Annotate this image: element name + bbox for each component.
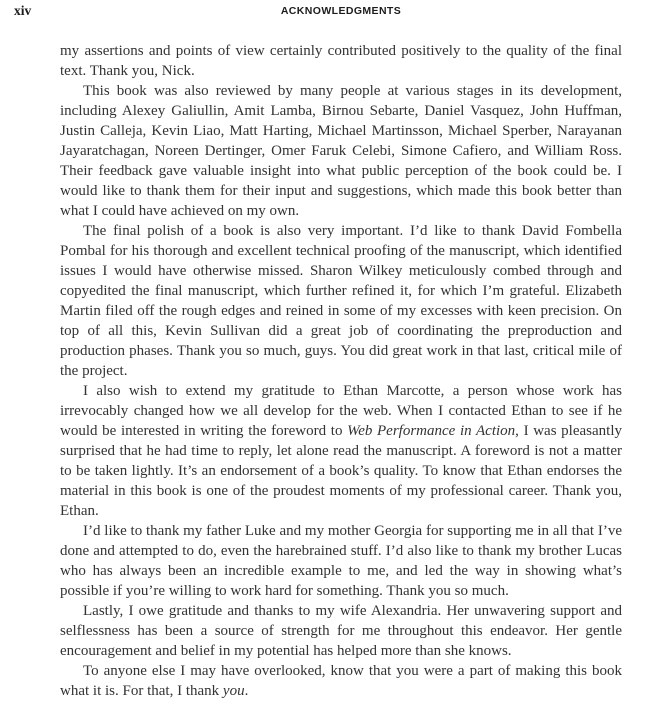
paragraph [60,41,622,81]
paragraph [60,381,622,521]
text-segment: , I was pleasantly surprised that he had time to reply, let alone read the manuscript. A foreword is not a matter to be taken lightly. It’s an endorsement of a book’s quality. To know that Ethan endorses the material in this book is one of the proudest moments of my professional career. Thank you, Ethan. [60,423,622,519]
paragraph [60,601,622,661]
paragraph [60,221,622,381]
italic-text: Web Performance in Action [347,423,516,439]
page-number: xiv [14,3,32,18]
page-header [0,4,648,22]
body-text [60,41,622,701]
text-segment: . [244,683,249,699]
text-segment: I’d like to thank my father Luke and my mother Georgia for supporting me in all that I’ve done and attempted to do, even the harebrained stuff. I’d also like to thank my brother Lucas who has always been an incredible example to me, and led the way in showing what’s possible if you’re willing to work hard for something. Thank you so much. [60,523,622,599]
paragraph [60,81,622,221]
text-segment: my assertions and points of view certainly contributed positively to the quality of the final text. Thank you, Nick. [60,43,622,79]
text-segment: The final polish of a book is also very important. I’d like to thank David Fombella Pombal for his thorough and excellent technical proofing of the manuscript, which identified issues I would have otherwise missed. Sharon Wilkey meticulously combed through and copyedited the final manuscript, which further refined it, for which I’m grateful. Elizabeth Martin filed off the rough edges and reined in some of my excesses with keen precision. On top of all this, Kevin Sullivan did a great job of coordinating the preproduction and production phases. Thank you so much, guys. You did great work in that last, critical mile of the project. [60,223,622,379]
text-segment: To anyone else I may have overlooked, know that you were a part of making this book what it is. For that, I thank [60,663,622,699]
paragraph [60,521,622,601]
italic-text: you [222,683,245,699]
paragraph [60,661,622,701]
text-segment: This book was also reviewed by many people at various stages in its development, including Alexey Galiullin, Amit Lamba, Birnou Sebarte, Daniel Vasquez, John Huffman, Justin Calleja, Kevin Liao, Matt Harting, Michael Martinsson, Michael Sperber, Narayanan Jayaratchagan, Noreen Dertinger, Omer Faruk Celebi, Simone Cafiero, and William Ross. Their feedback gave valuable insight into what public perception of the book could be. I would like to thank them for their input and suggestions, which made this book better than what I could have achieved on my own. [60,83,622,219]
text-segment: Lastly, I owe gratitude and thanks to my wife Alexandria. Her unwavering support and selflessness has been a source of strength for me throughout this endeavor. Her gentle encouragement and belief in my potential has helped more than she knows. [60,603,622,659]
text-segment: I also wish to extend my gratitude to Ethan Marcotte, a person whose work has irrevocably changed how we all develop for the web. When I contacted Ethan to see if he would be interested in writing the foreword to [60,383,622,439]
running-head: ACKNOWLEDGMENTS [280,5,402,17]
